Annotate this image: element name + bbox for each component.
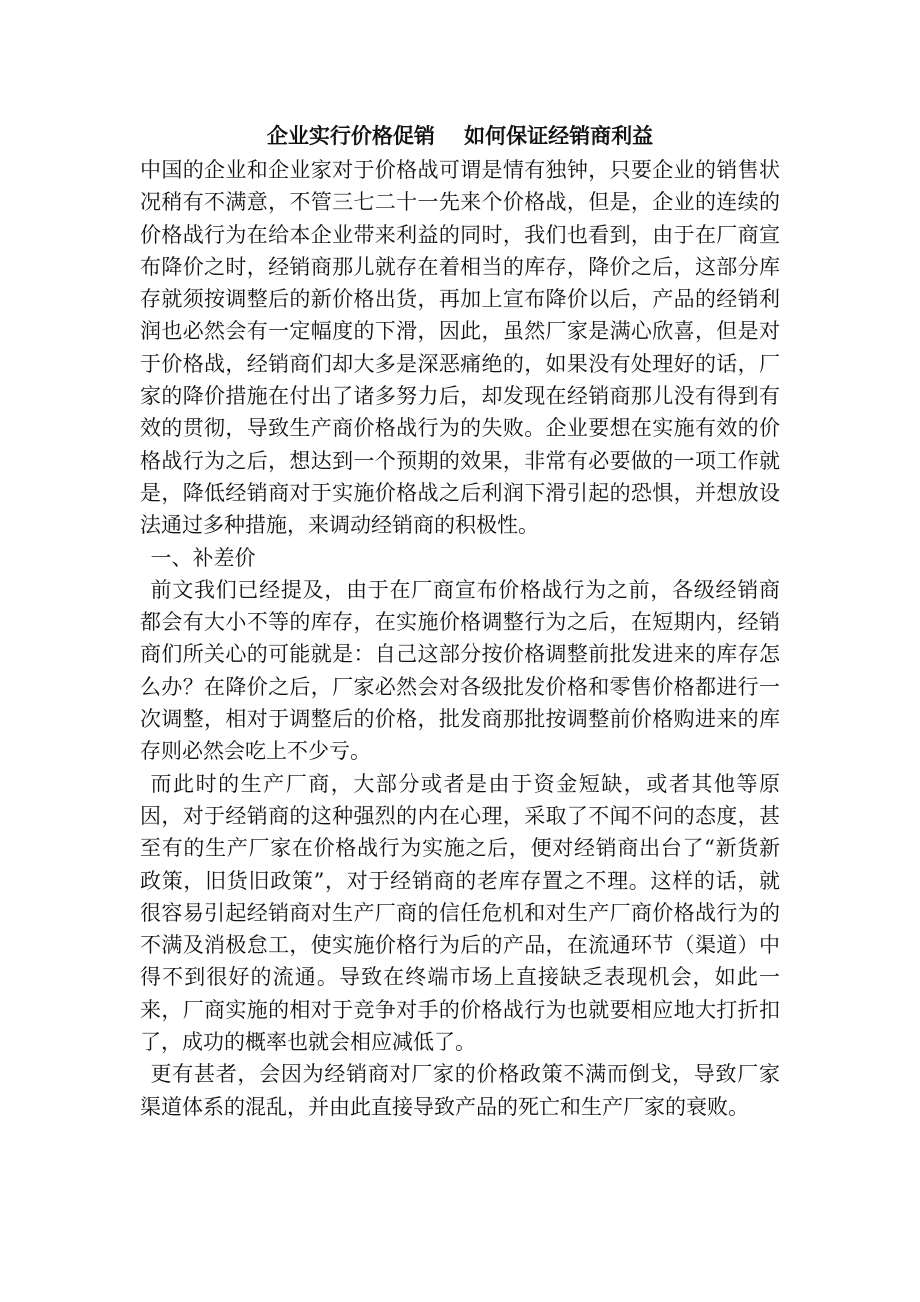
document-page	[140, 118, 780, 1123]
intro-paragraph: 中国的企业和企业家对于价格战可谓是情有独钟，只要企业的销售状况稍有不满意，不管三七二十一先来个价格战，但是，企业的连续的价格战行为在给本企业带来利益的同时，我们也看到，由于在厂商宣布降价之时，经销商那儿就存在着相当的库存，降价之后，这部分库存就须按调整后的新价格出货，再加上宣布降价以后，产品的经销利润也必然会有一定幅度的下滑，因此，虽然厂家是满心欣喜，但是对于价格战，经销商们却大多是深恶痛绝的，如果没有处理好的话，厂家的降价措施在付出了诸多努力后，却发现在经销商那儿没有得到有效的贯彻，导致生产商价格战行为的失败。企业要想在实施有效的价格战行为之后，想达到一个预期的效果，非常有必要做的一项工作就是，降低经销商对于实施价格战之后利润下滑引起的恐惧，并想放设法通过多种措施，来调动经销商的积极性。	[140, 158, 780, 538]
section-heading: 一、补差价	[150, 545, 256, 570]
body-paragraph: 更有甚者，会因为经销商对厂家的价格政策不满而倒戈，导致厂家渠道体系的混乱，并由此直接导致产品的死亡和生产厂家的衰败。	[140, 1062, 780, 1119]
body-paragraph: 而此时的生产厂商，大部分或者是由于资金短缺，或者其他等原因，对于经销商的这种强烈的内在心理，采取了不闻不问的态度，甚至有的生产厂家在价格战行为实施之后，便对经销商出台了“新货新政策，旧货旧政策”，对于经销商的老库存置之不理。这样的话，就很容易引起经销商对生产厂商的信任危机和对生产厂商价格战行为的不满及消极怠工，使实施价格行为后的产品，在流通环节（渠道）中得不到很好的流通。导致在终端市场上直接缺乏表现机会，如此一来，厂商实施的相对于竞争对手的价格战行为也就要相应地大打折扣了，成功的概率也就会相应减低了。	[140, 771, 780, 1055]
document-title: 企业实行价格促销 如何保证经销商利益	[266, 123, 654, 148]
body-paragraph: 前文我们已经提及，由于在厂商宣布价格战行为之前，各级经销商都会有大小不等的库存，在实施价格调整行为之后，在短期内，经销商们所关心的可能就是：自己这部分按价格调整前批发进来的库存怎么办？在降价之后，厂家必然会对各级批发价格和零售价格都进行一次调整，相对于调整后的价格，批发商那批按调整前价格购进来的库存则必然会吃上不少亏。	[140, 577, 780, 764]
